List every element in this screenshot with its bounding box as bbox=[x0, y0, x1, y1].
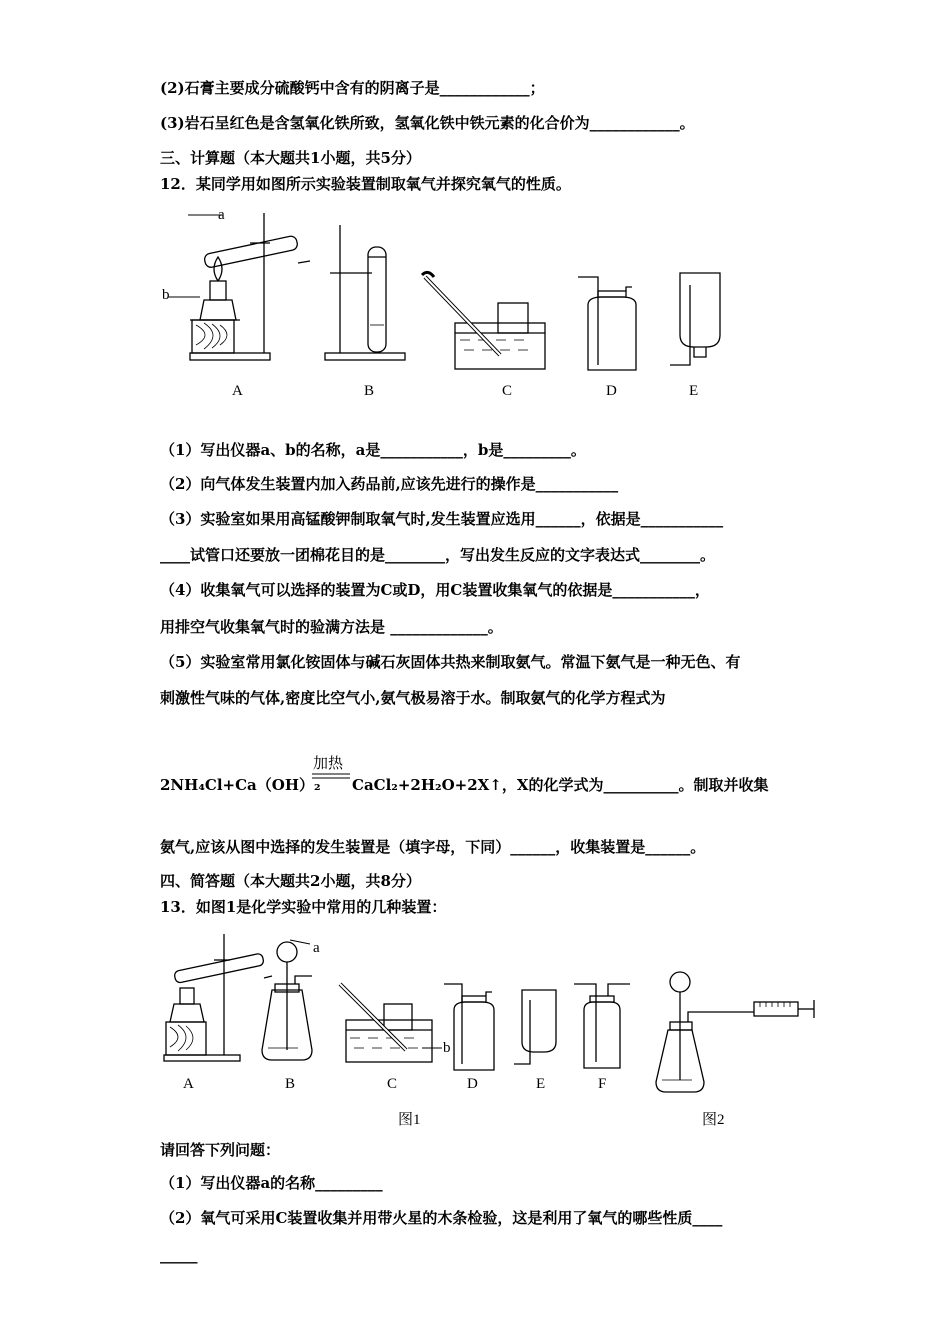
fig1-apparatus-e bbox=[514, 990, 556, 1064]
q12-part2: （2）向气体发生装置内加入药品前,应该先进行的操作是___________ bbox=[160, 475, 619, 493]
q13-caption-c: C bbox=[387, 1076, 398, 1092]
q13-label-a: a bbox=[313, 940, 320, 956]
q11-part3: (3)岩石呈红色是含氢氧化铁所致，氢氧化铁中铁元素的化合价为____________。 bbox=[160, 114, 695, 132]
q12-part3-line2: ____试管口还要放一团棉花目的是________，写出发生反应的文字表达式________。 bbox=[160, 546, 716, 564]
fig2-apparatus bbox=[656, 972, 814, 1092]
q13-part2-blank: _____ bbox=[160, 1246, 198, 1264]
q13-part2: （2）氧气可采用C装置收集并用带火星的木条检验，这是利用了氧气的哪些性质____ bbox=[160, 1209, 723, 1227]
equation-left: 2NH₄Cl+Ca（OH）₂ bbox=[160, 776, 321, 794]
q12-part3-line1: （3）实验室如果用高锰酸钾制取氧气时,发生装置应选用______，依据是___________ bbox=[160, 510, 724, 528]
equation-right: CaCl₂+2H₂O+2X↑，X的化学式为__________。制取并收集 bbox=[352, 776, 769, 794]
q13-prompt: 请回答下列问题： bbox=[160, 1141, 281, 1159]
fig1-apparatus-b bbox=[262, 940, 312, 1060]
q12-caption-b: B bbox=[364, 383, 375, 399]
q13-caption-d: D bbox=[467, 1076, 478, 1092]
q13-caption-b: B bbox=[285, 1076, 296, 1092]
q13-caption-a: A bbox=[183, 1076, 194, 1092]
fig1-apparatus-d bbox=[444, 984, 494, 1070]
fig1-apparatus-c bbox=[340, 984, 442, 1062]
q12-caption-e: E bbox=[689, 383, 699, 399]
apparatus-d bbox=[578, 277, 636, 370]
q12-part4-line1: （4）收集氧气可以选择的装置为C或D，用C装置收集氧气的依据是___________， bbox=[160, 581, 710, 599]
q13-caption-e: E bbox=[536, 1076, 546, 1092]
section3-title: 三、计算题（本大题共1小题，共5分） bbox=[160, 149, 421, 167]
apparatus-c bbox=[422, 272, 545, 369]
q12-part1: （1）写出仪器a、b的名称，a是___________，b是_________。 bbox=[160, 441, 586, 459]
apparatus-b bbox=[325, 225, 405, 360]
q12-part4-line2: 用排空气收集氧气时的验满方法是 _____________。 bbox=[160, 618, 503, 636]
q12-part5-line3: 氨气,应该从图中选择的发生装置是（填字母，下同）______，收集装置是______。 bbox=[160, 838, 706, 856]
fig2-caption: 图2 bbox=[702, 1112, 725, 1128]
section4-title: 四、简答题（本大题共2小题，共8分） bbox=[160, 872, 421, 890]
q13-caption-f: F bbox=[598, 1076, 607, 1092]
q13-part1: （1）写出仪器a的名称_________ bbox=[160, 1174, 383, 1192]
q12-caption-c: C bbox=[502, 383, 513, 399]
q12-label-a: a bbox=[218, 207, 225, 223]
q13-stem: 13．如图1是化学实验中常用的几种装置： bbox=[160, 898, 447, 916]
fig1-apparatus-f bbox=[574, 984, 630, 1068]
q12-label-b: b bbox=[162, 287, 170, 303]
q12-part5-line2: 刺激性气味的气体,密度比空气小,氨气极易溶于水。制取氨气的化学方程式为 bbox=[160, 689, 666, 707]
q13-apparatus-figure bbox=[160, 930, 825, 1130]
fig1-caption: 图1 bbox=[398, 1112, 421, 1128]
apparatus-e bbox=[670, 273, 720, 365]
q13-label-b: b bbox=[443, 1040, 451, 1056]
fig1-apparatus-a bbox=[164, 934, 272, 1061]
apparatus-a bbox=[168, 213, 310, 360]
q12-stem: 12．某同学用如图所示实验装置制取氧气并探究氧气的性质。 bbox=[160, 175, 571, 193]
q11-part2: (2)石膏主要成分硫酸钙中含有的阴离子是____________； bbox=[160, 79, 545, 97]
q12-caption-a: A bbox=[232, 383, 243, 399]
q12-apparatus-figure bbox=[160, 205, 780, 410]
reaction-condition: 加热 bbox=[313, 754, 344, 772]
q12-part5-line1: （5）实验室常用氯化铵固体与碱石灰固体共热来制取氨气。常温下氨气是一种无色、有 bbox=[160, 653, 741, 671]
q12-caption-d: D bbox=[606, 383, 617, 399]
